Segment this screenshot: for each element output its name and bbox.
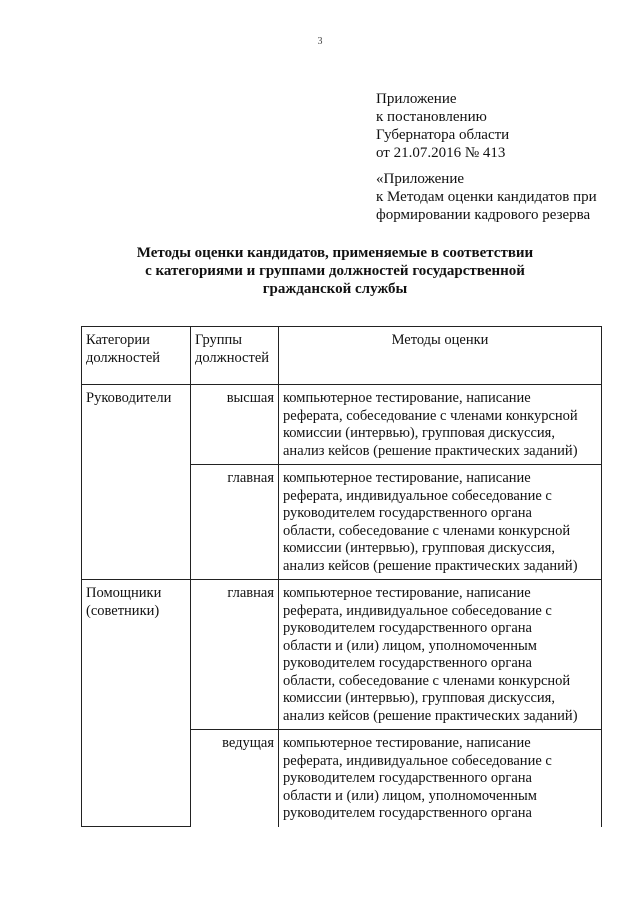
methods-line: анализ кейсов (решение практических заданий) — [283, 557, 578, 574]
header-text: должностей — [195, 349, 270, 366]
header-text: Группы — [195, 332, 243, 348]
methods-cell — [279, 465, 602, 580]
methods-line: комиссии (интервью), групповая дискуссия, — [283, 690, 555, 706]
methods-line: реферата, индивидуальное собеседование с — [283, 487, 552, 504]
appendix-subheader — [376, 170, 636, 224]
group-cell: главная — [191, 580, 279, 730]
title-line: с категориями и группами должностей государственной — [145, 263, 525, 279]
methods-cell — [279, 730, 602, 827]
methods-line: руководителем государственного органа — [283, 620, 532, 636]
methods-line: руководителем государственного органа — [283, 770, 532, 786]
header-text: должностей — [86, 349, 161, 366]
methods-line: области и (или) лицом, уполномоченным — [283, 787, 537, 804]
methods-line: руководителем государственного органа — [283, 505, 532, 521]
table-row — [82, 580, 602, 730]
methods-line: области, собеседование с членами конкурсной — [283, 672, 571, 689]
category-cell — [82, 580, 191, 827]
title-line: гражданской службы — [262, 281, 408, 297]
appendix-header — [376, 90, 636, 162]
title-line: Методы оценки кандидатов, применяемые в соответствии — [136, 245, 534, 261]
category-text: Помощники — [86, 585, 162, 601]
header-category — [82, 327, 191, 385]
appendix-line: от 21.07.2016 № 413 — [376, 145, 506, 161]
methods-line: компьютерное тестирование, написание — [283, 735, 531, 751]
group-cell: высшая — [191, 385, 279, 465]
methods-line: реферата, индивидуальное собеседование с — [283, 752, 552, 769]
appendix-line: Губернатора области — [376, 127, 510, 143]
header-text: Категории — [86, 332, 150, 348]
methods-line: анализ кейсов (решение практических заданий) — [283, 707, 578, 724]
methods-cell — [279, 580, 602, 730]
table-header-row — [82, 327, 602, 385]
methods-line: комиссии (интервью), групповая дискуссия, — [283, 540, 555, 556]
header-methods — [279, 327, 602, 385]
methods-cell — [279, 385, 602, 465]
methods-line: области, собеседование с членами конкурсной — [283, 522, 571, 539]
methods-line: комиссии (интервью), групповая дискуссия, — [283, 425, 555, 441]
methods-line: руководителем государственного органа — [283, 805, 532, 821]
appendix-line: «Приложение — [376, 171, 465, 187]
appendix-line: Приложение — [376, 91, 457, 107]
methods-line: компьютерное тестирование, написание — [283, 390, 531, 406]
category-cell — [82, 385, 191, 580]
appendix-line: к Методам оценки кандидатов при — [376, 189, 597, 205]
methods-line: компьютерное тестирование, написание — [283, 585, 531, 601]
methods-line: анализ кейсов (решение практических заданий) — [283, 442, 578, 459]
header-group — [191, 327, 279, 385]
document-title — [100, 244, 570, 298]
methods-line: области и (или) лицом, уполномоченным — [283, 637, 537, 654]
methods-line: компьютерное тестирование, написание — [283, 470, 531, 486]
page-number: 3 — [317, 36, 323, 47]
category-text: Руководители — [86, 390, 172, 406]
methods-line: реферата, индивидуальное собеседование с — [283, 602, 552, 619]
methods-table — [81, 326, 602, 827]
header-text: Методы оценки — [391, 332, 489, 348]
category-text: (советники) — [86, 602, 160, 619]
methods-line: руководителем государственного органа — [283, 655, 532, 671]
appendix-line: к постановлению — [376, 109, 487, 125]
group-cell: ведущая — [191, 730, 279, 827]
methods-line: реферата, собеседование с членами конкурсной — [283, 407, 578, 424]
appendix-line: формировании кадрового резерва — [376, 207, 591, 223]
group-cell: главная — [191, 465, 279, 580]
table-row — [82, 385, 602, 465]
